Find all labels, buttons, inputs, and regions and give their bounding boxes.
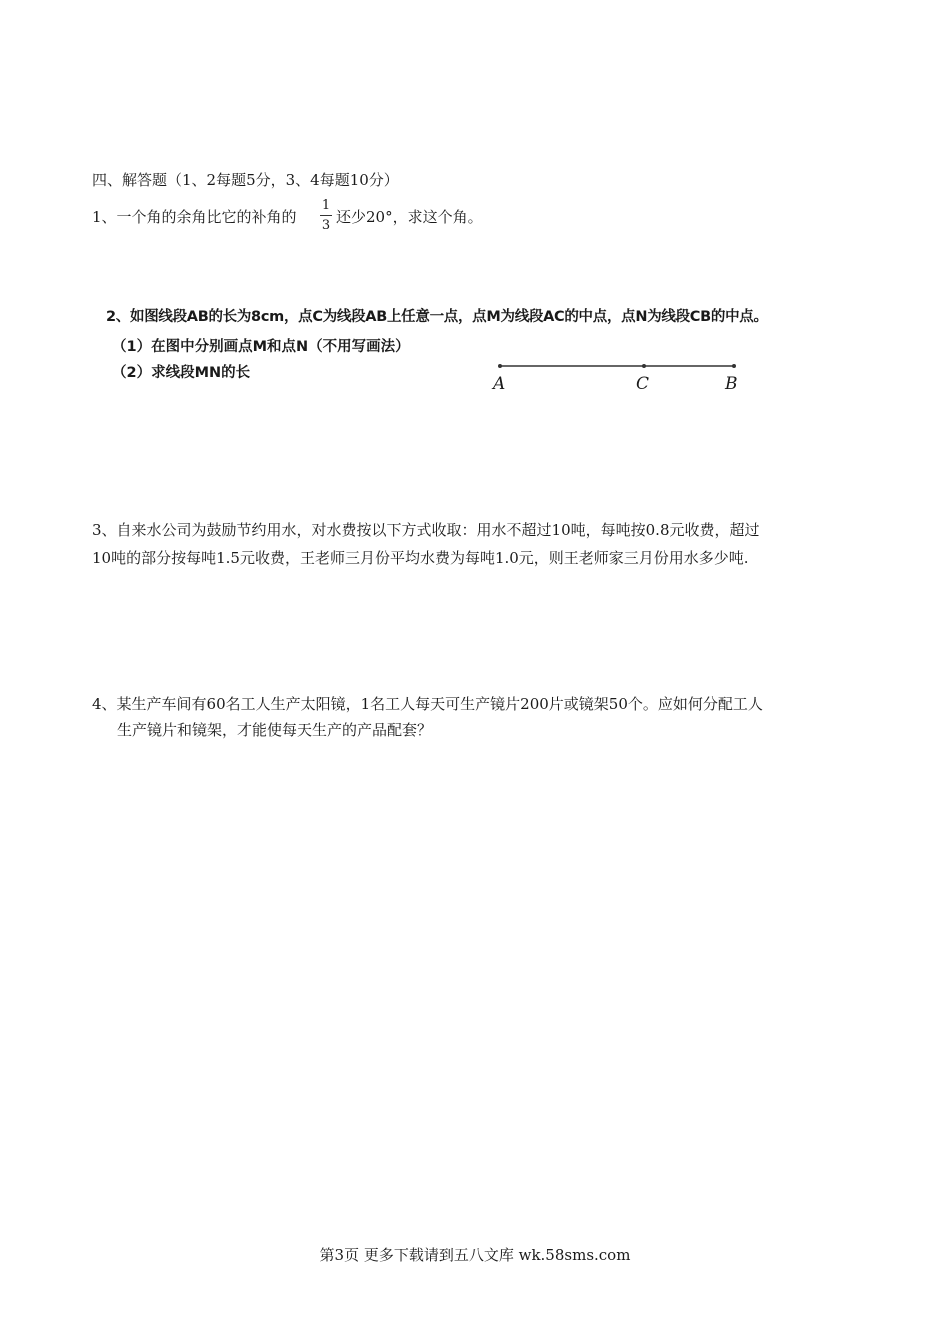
q2-part-1: （1）在图中分别画点M和点N（不用写画法） bbox=[112, 339, 410, 355]
q1-text-before-fraction: 1、一个角的余角比它的补角的 bbox=[92, 208, 297, 226]
section-heading: 四、解答题（1、2每题5分，3、4每题10分） bbox=[92, 171, 399, 189]
q1-text-after-fraction: 还少20°，求这个角。 bbox=[336, 208, 483, 226]
q1-fraction-bar bbox=[320, 215, 332, 216]
point-c-dot bbox=[642, 364, 646, 368]
point-a-dot bbox=[498, 364, 502, 368]
q2-stem: 2、如图线段AB的长为8cm，点C为线段AB上任意一点，点M为线段AC的中点，点N为线段CB的中点。 bbox=[106, 309, 768, 325]
q1-fraction-numerator: 1 bbox=[321, 198, 331, 213]
segment-ab-figure bbox=[490, 358, 750, 374]
point-c-label: C bbox=[636, 374, 650, 394]
q3-line-2: 10吨的部分按每吨1.5元收费，王老师三月份平均水费为每吨1.0元，则王老师家三月份用水多少吨. bbox=[92, 549, 749, 567]
q4-line-2: 生产镜片和镜架，才能使每天生产的产品配套？ bbox=[117, 721, 433, 739]
point-b-dot bbox=[732, 364, 736, 368]
point-b-label: B bbox=[725, 374, 738, 394]
point-a-label: A bbox=[493, 374, 506, 394]
q2-part-2: （2）求线段MN的长 bbox=[112, 365, 251, 381]
q3-line-1: 3、自来水公司为鼓励节约用水，对水费按以下方式收取：用水不超过10吨，每吨按0.8元收费，超过 bbox=[92, 521, 760, 539]
q1-fraction-denominator: 3 bbox=[321, 218, 331, 233]
q4-line-1: 4、某生产车间有60名工人生产太阳镜，1名工人每天可生产镜片200片或镜架50个。应如何分配工人 bbox=[92, 695, 763, 713]
page-footer: 第3页 更多下载请到五八文库 wk.58sms.com bbox=[319, 1246, 631, 1264]
